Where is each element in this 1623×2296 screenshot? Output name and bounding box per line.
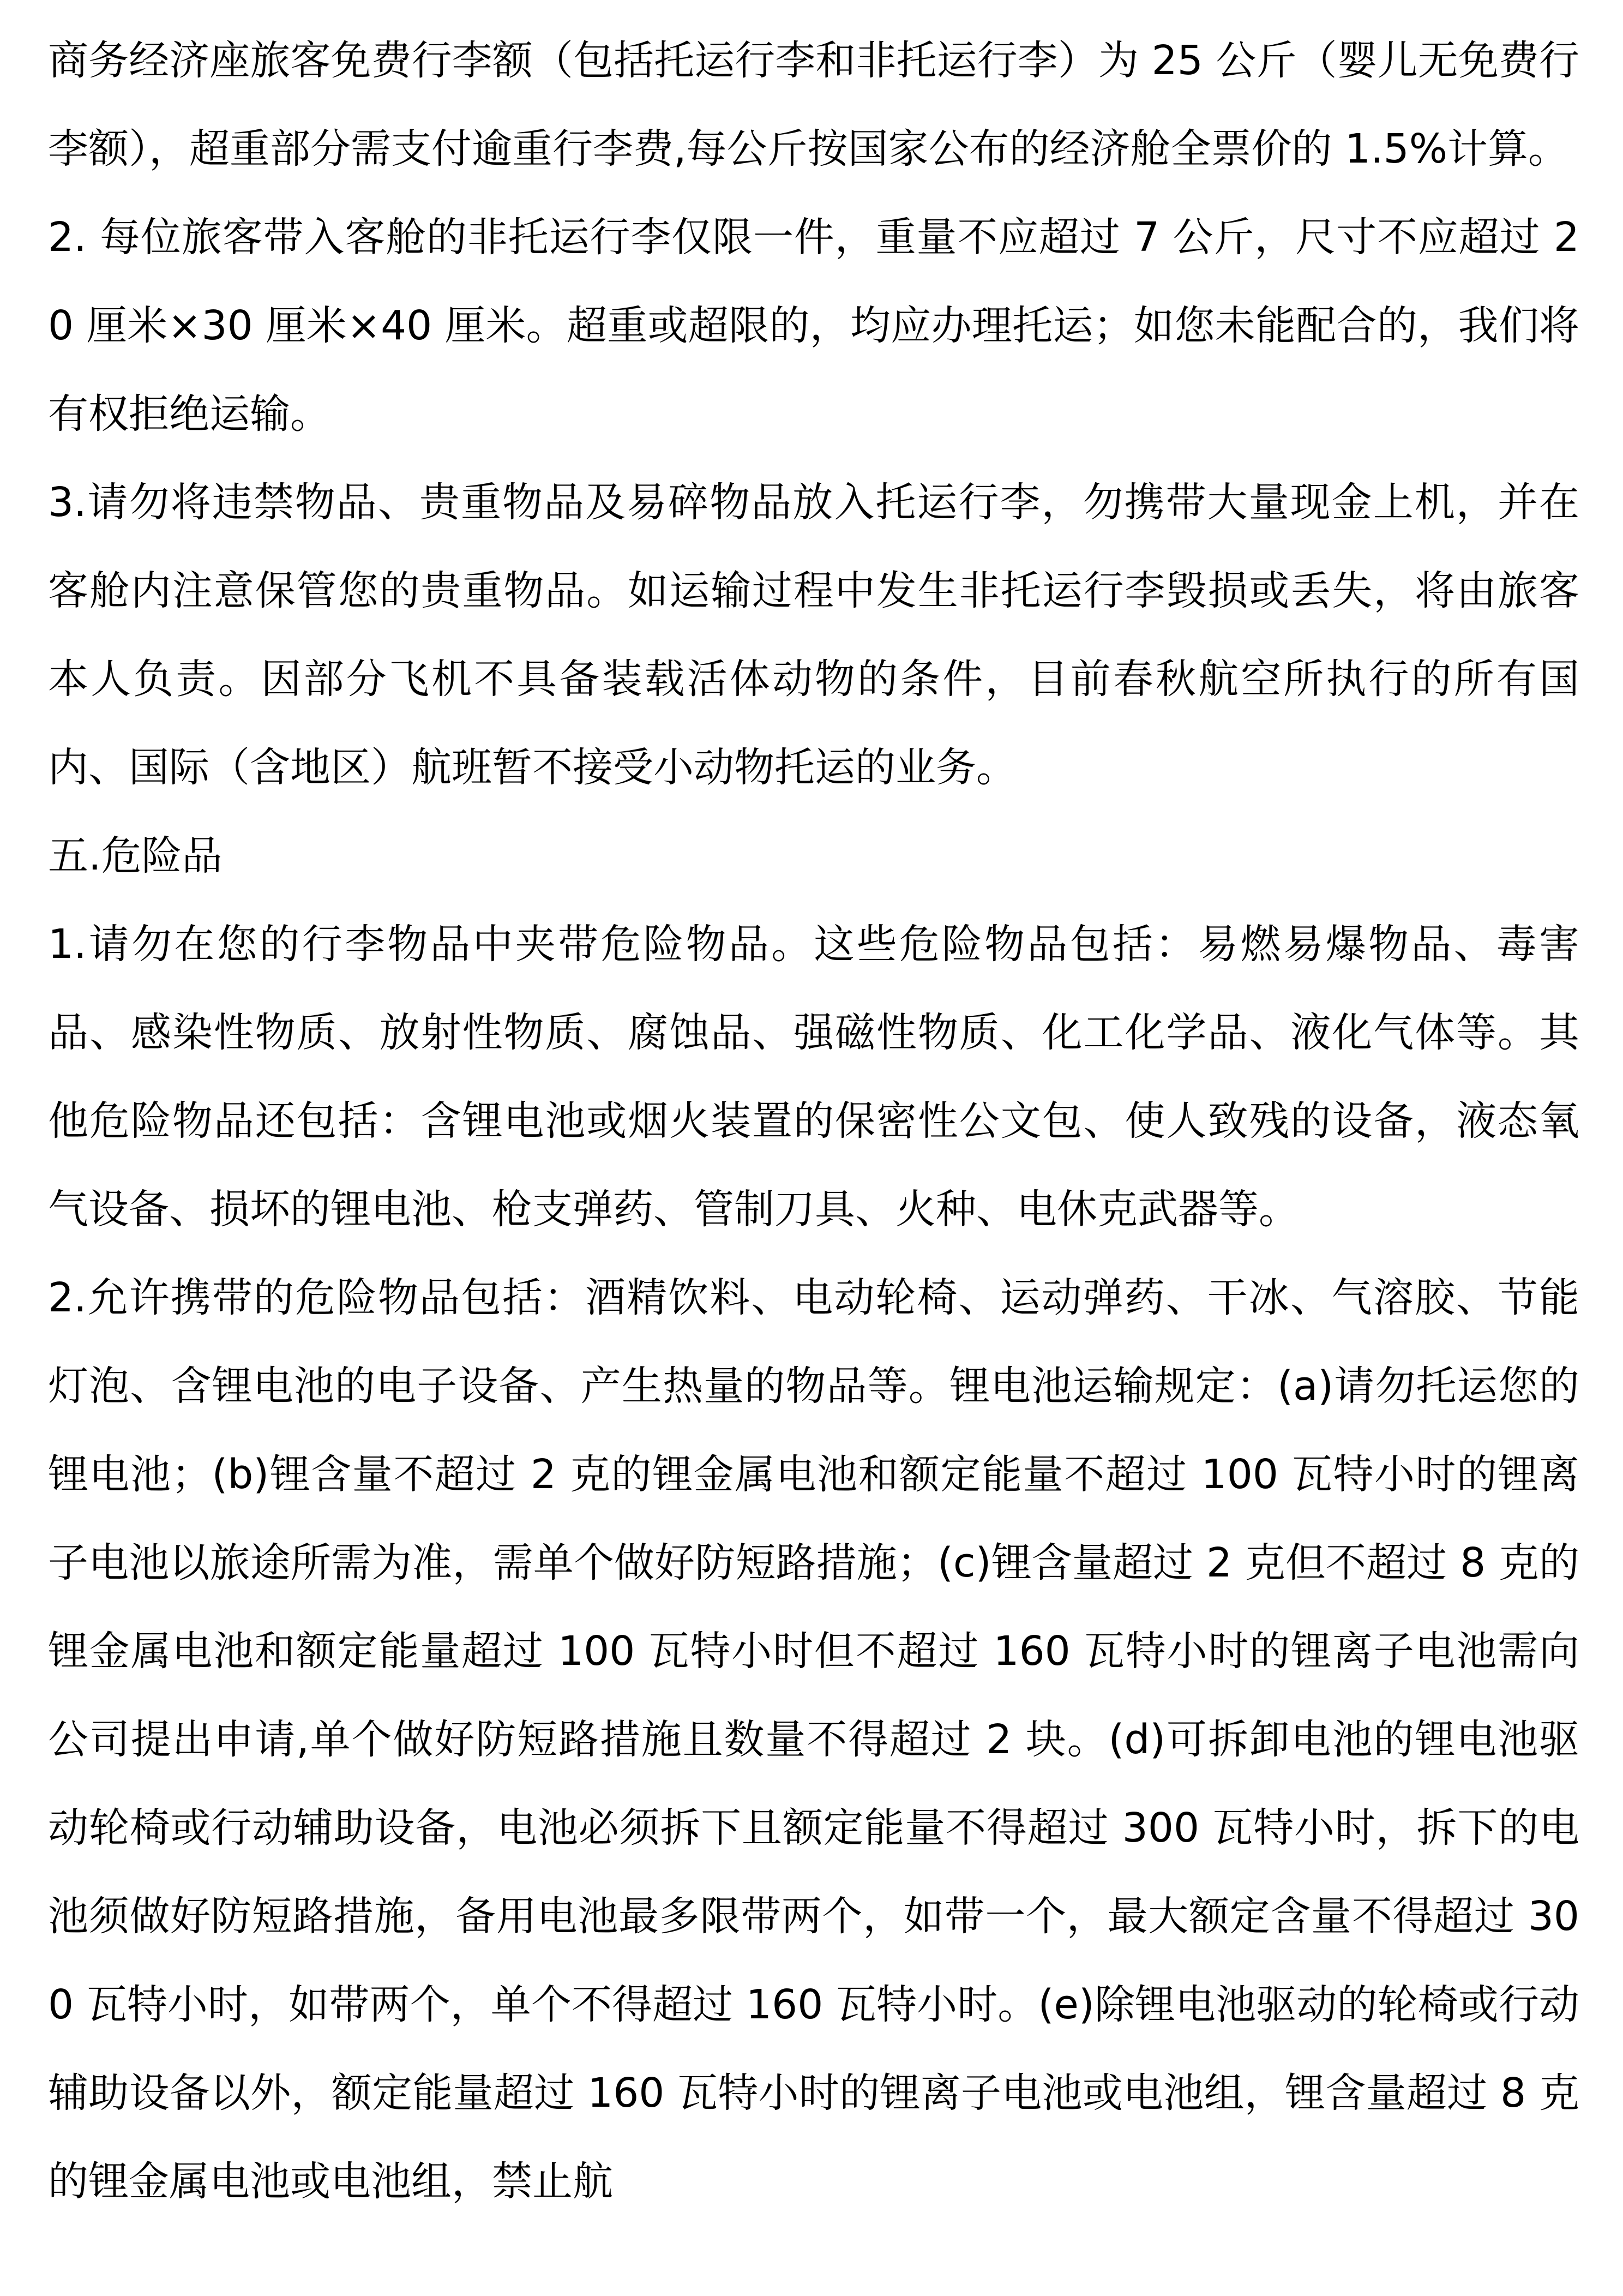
lithium-battery-paragraph: 2.允许携带的危险物品包括：酒精饮料、电动轮椅、运动弹药、干冰、气溶胶、节能灯泡、含锂电池的电子设备、产生热量的物品等。锂电池运输规定：(a)请勿托运您的锂电池；(b)锂含量不超过 2 克的锂金属电池和额定能量不超过 100 瓦特小时的锂离子电池以旅途所需为准，需单个做好防短路措施；(c)锂含量超过 2 克但不超过 8 克的锂金属电池和额定能量超过 100 瓦特小时但不超过 160 瓦特小时的锂离子电池需向公司提出申请,单个做好防短路措施且数量不得超过 2 块。(d)可拆卸电池的锂电池驱动轮椅或行动辅助设备，电池必须拆下且额定能量不得超过 300 瓦特小时，拆下的电池须做好防短路措施，备用电池最多限带两个，如带一个，最大额定含量不得超过 300 瓦特小时，如带两个，单个不得超过 160 瓦特小时。(e)除锂电池驱动的轮椅或行动辅助设备以外，额定能量超过 160 瓦特小时的锂离子电池或电池组，锂含量超过 8 克的锂金属电池或电池组，禁止航 bbox=[48, 1274, 1579, 2205]
dangerous-goods-paragraph: 1.请勿在您的行李物品中夹带危险物品。这些危险物品包括：易燃易爆物品、毒害品、感染性物质、放射性物质、腐蚀品、强磁性物质、化工化学品、液化气体等。其他危险物品还包括：含锂电池或烟火装置的保密性公文包、使人致残的设备，液态氧气设备、损坏的锂电池、枪支弹药、管制刀具、火种、电休克武器等。 bbox=[48, 921, 1579, 1233]
prohibited-items-paragraph: 3.请勿将违禁物品、贵重物品及易碎物品放入托运行李，勿携带大量现金上机，并在客舱内注意保管您的贵重物品。如运输过程中发生非托运行李毁损或丢失，将由旅客本人负责。因部分飞机不具备装载活体动物的条件，目前春秋航空所执行的所有国内、国际（含地区）航班暂不接受小动物托运的业务。 bbox=[48, 479, 1579, 791]
free-baggage-paragraph: 商务经济座旅客免费行李额（包括托运行李和非托运行李）为 25 公斤（婴儿无免费行李额），超重部分需支付逾重行李费,每公斤按国家公布的经济舱全票价的 1.5%计算。 bbox=[48, 37, 1579, 172]
carry-on-baggage-paragraph: 2. 每位旅客带入客舱的非托运行李仅限一件，重量不应超过 7 公斤，尺寸不应超过 20 厘米×30 厘米×40 厘米。超重或超限的，均应办理托运；如您未能配合的，我们将有权拒绝运输。 bbox=[48, 214, 1579, 437]
section-heading-dangerous-goods: 五.危险品 bbox=[48, 832, 223, 879]
document-body bbox=[48, 16, 1579, 2226]
